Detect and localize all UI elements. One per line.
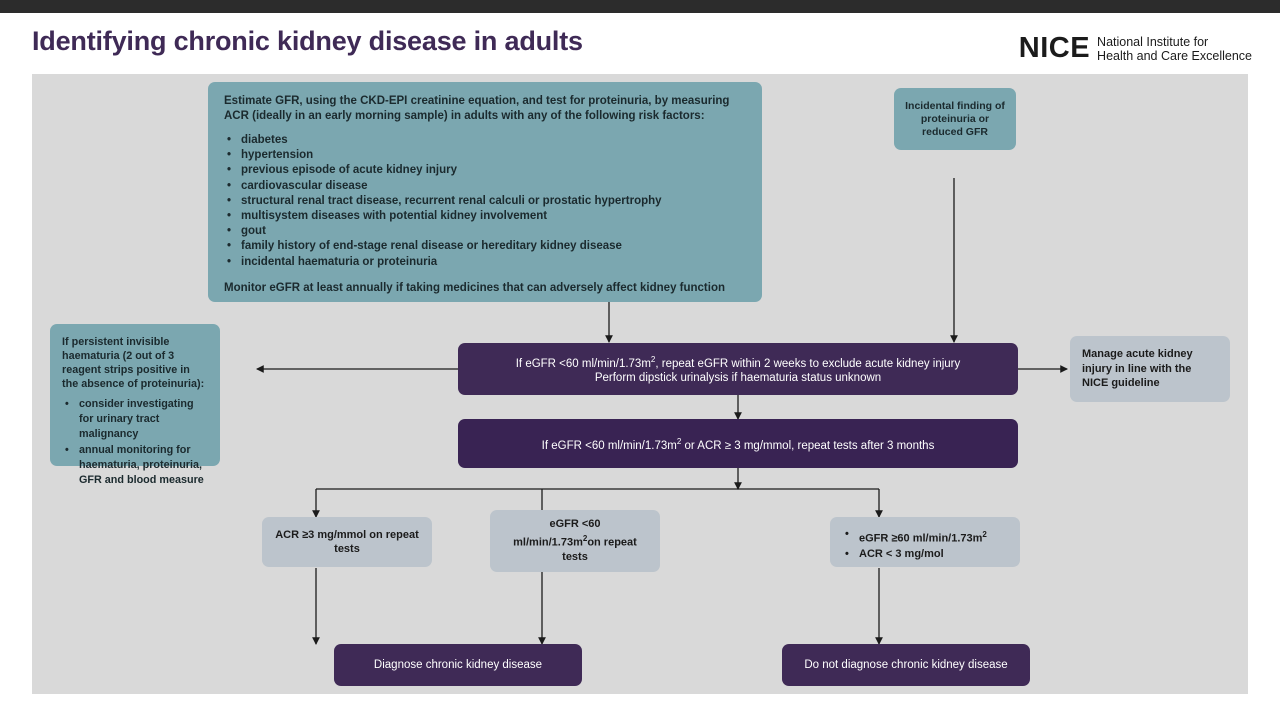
- list-item: • ACR < 3 mg/mol: [842, 547, 1008, 562]
- repeat-egfr-box: [458, 343, 1018, 395]
- list-item: • family history of end-stage renal disease or hereditary kidney disease: [224, 239, 746, 254]
- egfr-repeat-line1: eGFR <60: [549, 518, 601, 531]
- superscript-2: 2: [582, 533, 588, 543]
- list-item: • structural renal tract disease, recurrent renal calculi or prostatic hypertrophy: [224, 194, 746, 209]
- list-item: • multisystem diseases with potential kidney involvement: [224, 209, 746, 224]
- incidental-finding-box: [894, 88, 1016, 150]
- egfr-repeat-box: [490, 510, 660, 572]
- list-item: • incidental haematuria or proteinuria: [224, 255, 746, 270]
- list-item: • diabetes: [224, 133, 746, 148]
- manage-aki-box: [1070, 336, 1230, 402]
- flowchart-canvas: [32, 74, 1248, 694]
- nice-logo-subtitle: [1097, 35, 1252, 63]
- repeat-egfr-line1-a: If eGFR <60 ml/min/1.73m: [515, 357, 651, 370]
- persistent-haematuria-intro: If persistent invisible haematuria (2 out of 3 reagent strips positive in the absence of proteinuria):: [62, 336, 205, 390]
- repeat-egfr-line1-b: , repeat eGFR within 2 weeks to exclude acute kidney injury: [655, 357, 961, 370]
- list-item: • gout: [224, 224, 746, 239]
- egfr-normal-box: [830, 517, 1020, 567]
- nice-logo-subtitle-line2: Health and Care Excellence: [1097, 48, 1252, 63]
- risk-factors-intro: Estimate GFR, using the CKD-EPI creatinine equation, and test for proteinuria, by measuring ACR (ideally in an early morning sample) in adults with any of the following risk factors:: [224, 95, 730, 122]
- repeat-egfr-line2: Perform dipstick urinalysis if haematuria status unknown: [594, 372, 882, 385]
- top-bar: [0, 0, 1280, 13]
- persistent-haematuria-list: [62, 397, 208, 488]
- superscript-2: 2: [982, 530, 987, 539]
- nice-logo-subtitle-line1: National Institute for: [1097, 34, 1209, 49]
- list-item: [842, 527, 1008, 547]
- egfr-repeat-line2-a: ml/min/1.73m: [513, 536, 583, 549]
- do-not-diagnose-ckd-text: Do not diagnose chronic kidney disease: [804, 658, 1008, 671]
- repeat-tests-text: [542, 434, 935, 454]
- repeat-tests-text-b: or ACR ≥ 3 mg/mmol, repeat tests after 3 months: [681, 439, 935, 452]
- list-item: • hypertension: [224, 148, 746, 163]
- nice-logo: [1019, 32, 1252, 65]
- risk-factors-box: [208, 82, 762, 302]
- egfr-normal-list: [842, 527, 1008, 562]
- superscript-2: 2: [650, 354, 656, 364]
- list-item: • cardiovascular disease: [224, 179, 746, 194]
- risk-factors-footer: Monitor eGFR at least annually if taking medicines that can adversely affect kidney function: [224, 281, 726, 294]
- repeat-egfr-line1: [516, 352, 961, 372]
- acr-repeat-box: [262, 517, 432, 567]
- egfr-repeat-line3: tests: [562, 551, 588, 564]
- diagnose-ckd-box: [334, 644, 582, 686]
- persistent-haematuria-box: [50, 324, 220, 487]
- repeat-tests-text-a: If eGFR <60 ml/min/1.73m: [541, 439, 677, 452]
- page-title: Identifying chronic kidney disease in adults: [32, 26, 583, 56]
- diagnose-ckd-text: Diagnose chronic kidney disease: [373, 658, 543, 671]
- list-item: • consider investigating for urinary tract malignancy: [62, 397, 208, 443]
- incidental-finding-text: Incidental finding of proteinuria or reduced GFR: [905, 99, 1005, 138]
- list-item: • annual monitoring for haematuria, proteinuria, GFR and blood measure: [62, 443, 208, 489]
- do-not-diagnose-ckd-box: [782, 644, 1030, 686]
- manage-aki-text: Manage acute kidney injury in line with the NICE guideline: [1082, 348, 1193, 389]
- list-item: • previous episode of acute kidney injury: [224, 163, 746, 178]
- egfr-repeat-line2-b: on repeat: [587, 536, 637, 549]
- risk-factors-list: [224, 133, 746, 270]
- acr-repeat-text: ACR ≥3 mg/mmol on repeat tests: [275, 529, 419, 555]
- superscript-2: 2: [676, 436, 682, 446]
- nice-logo-word: NICE: [1018, 32, 1091, 64]
- repeat-tests-box: [458, 419, 1018, 468]
- egfr-repeat-line2: [513, 532, 637, 550]
- egfr-normal-item1-a: eGFR ≥60 ml/min/1.73m: [859, 532, 983, 545]
